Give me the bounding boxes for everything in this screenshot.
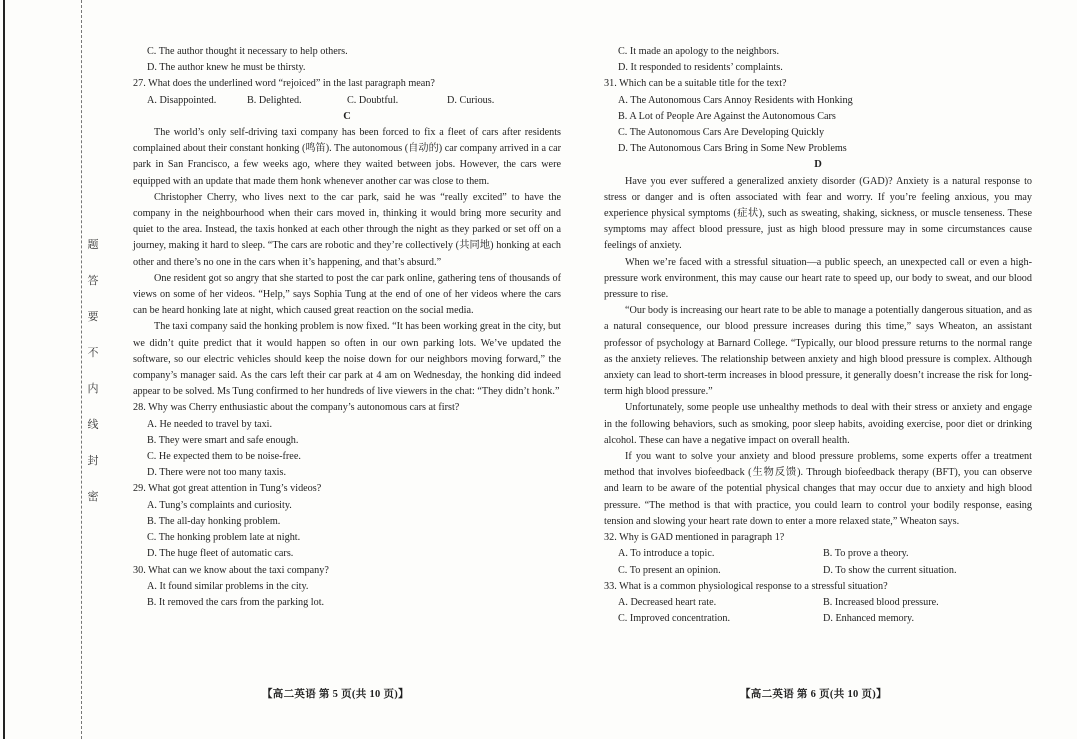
section-c-heading: C bbox=[343, 110, 351, 122]
question-31: 31. Which can be a suitable title for the text? bbox=[604, 78, 787, 90]
passage-d-paragraph: If you want to solve your anxiety and blood pressure problems, some experts offer a treatment method that involves biofeedback (生物反馈). Through biofeedback therapy (BFT), you can observe and learn to be aware of the potential physical changes that may occur due to anxiety and high blood pressure. “The method is that with practice, you could learn to control your bodily response, easing tension and slowing your heart rate down to enter a more relaxed state,” Wheaton says. bbox=[604, 451, 1032, 527]
option-a: A. Disappointed. bbox=[147, 94, 217, 106]
option-line: D. The Autonomous Cars Bring in Some New Problems bbox=[618, 143, 847, 155]
binding-margin bbox=[0, 0, 99, 739]
option-line: C. It made an apology to the neighbors. bbox=[618, 46, 779, 57]
option-line: D. The huge fleet of automatic cars. bbox=[147, 548, 294, 560]
option-line: C. The author thought it necessary to help others. bbox=[147, 46, 348, 57]
option-line: B. A Lot of People Are Against the Autonomous Cars bbox=[618, 110, 836, 122]
option-line: C. The Autonomous Cars Are Developing Quickly bbox=[618, 127, 825, 139]
warning-char: 封 bbox=[87, 455, 99, 467]
option-line: A. Tung’s complaints and curiosity. bbox=[147, 499, 292, 511]
option-line: C. The honking problem late at night. bbox=[147, 532, 301, 544]
passage-d-paragraph: “Our body is increasing our heart rate to be able to manage a potentially dangerous situation, and as a natural consequence, our blood pressure increases during this time,” says Wheaton, an assistant professor of psychology at Barnard College. “Typically, our blood pressure returns to the normal range as the anxiety relieves. The relationship between anxiety and high blood pressure is complex. Although anxiety can lead to short-term increases in blood pressure, it generally doesn’t increase the risk for long-term high blood pressure.” bbox=[604, 305, 1032, 398]
option-b: B. To prove a theory. bbox=[823, 548, 909, 560]
q27-options bbox=[133, 93, 561, 109]
option-a: A. Decreased heart rate. bbox=[618, 596, 717, 608]
option-line: D. The author knew he must be thirsty. bbox=[147, 62, 306, 74]
question-27: 27. What does the underlined word “rejoiced” in the last paragraph mean? bbox=[133, 78, 435, 90]
page-5-footer: 【高二英语 第 5 页(共 10 页)】 bbox=[262, 689, 409, 700]
option-line: A. The Autonomous Cars Annoy Residents with Honking bbox=[618, 94, 853, 106]
question-33: 33. What is a common physiological response to a stressful situation? bbox=[604, 580, 888, 592]
question-30: 30. What can we know about the taxi company? bbox=[133, 564, 329, 576]
option-line: B. It removed the cars from the parking lot. bbox=[147, 596, 325, 608]
option-b: B. Delighted. bbox=[247, 94, 302, 106]
option-d: D. To show the current situation. bbox=[823, 564, 957, 576]
page-edge-line bbox=[3, 0, 5, 739]
warning-char: 内 bbox=[87, 383, 99, 395]
option-line: D. There were not too many taxis. bbox=[147, 467, 287, 479]
option-line: B. They were smart and safe enough. bbox=[147, 434, 299, 446]
passage-d-paragraph: Unfortunately, some people use unhealthy methods to deal with their stress or anxiety and engage in the following behaviors, such as smoking, poor sleep habits, avoiding exercise, poor diet or drinking alcohol. These can have a negative impact on overall health. bbox=[604, 402, 1032, 446]
warning-char: 题 bbox=[87, 239, 99, 251]
question-32: 32. Why is GAD mentioned in paragraph 1? bbox=[604, 532, 785, 544]
option-d: D. Enhanced memory. bbox=[823, 613, 914, 625]
passage-c-paragraph: One resident got so angry that she started to post the car park online, gathering tens of thousands of views on some of her videos. “Help,” says Sophia Tung at the end of one of her videos where the cars can be heard honking late at night, which caused great reaction on the social media. bbox=[133, 272, 561, 317]
q32-options-row bbox=[604, 563, 1032, 579]
option-line: A. It found similar problems in the city. bbox=[147, 580, 309, 592]
option-c: C. To present an opinion. bbox=[618, 564, 721, 576]
option-a: A. To introduce a topic. bbox=[618, 548, 715, 560]
seal-line-warning bbox=[86, 240, 100, 528]
passage-d-paragraph: Have you ever suffered a generalized anxiety disorder (GAD)? Anxiety is a natural response to stress or danger and is often associated with fear and worry. If you’re feeling anxious, you may experience physical symptoms (症状), such as sweating, shaking, sickness, or muscle tenseness. These symptoms may affect blood pressure, just as high blood pressure may in some circumstances cause feelings of anxiety. bbox=[604, 175, 1032, 252]
question-29: 29. What got great attention in Tung’s videos? bbox=[133, 483, 322, 495]
passage-d-paragraph: When we’re faced with a stressful situation—a public speech, an unexpected call or even a high-pressure work environment, this may cause our heart rate to speed up, our body to sweat, and our blood pressure to rise. bbox=[604, 256, 1032, 301]
q33-options-row bbox=[604, 595, 1032, 611]
option-line: D. It responded to residents’ complaints. bbox=[618, 62, 783, 74]
warning-char: 密 bbox=[87, 491, 99, 503]
page-6-footer: 【高二英语 第 6 页(共 10 页)】 bbox=[740, 689, 887, 700]
passage-c-paragraph: The world’s only self-driving taxi company has been forced to fix a fleet of cars after residents complained about their constant honking (鸣笛). The autonomous (自动的) car company arrived in a car park in San Francisco, a few weeks ago, where they waited between jobs. However, the cars were equipped with an update that made them honk whenever another car was close to them. bbox=[133, 127, 561, 187]
warning-char: 线 bbox=[87, 419, 99, 431]
warning-char: 不 bbox=[87, 347, 99, 359]
passage-c-paragraph: The taxi company said the honking problem is now fixed. “It has been working great in the city, but we didn’t quite predict that it would happen so often in our own parking lots. We’ve updated the software, so our electric vehicles should keep the noise down for our neighbors moving forward,” the company’s manager said. As the cars left their car park at 4 am on Wednesday, the honking did indeed appear to be solved. Ms Tung confirmed to her hundreds of live viewers in the chat: “They didn’t honk.” bbox=[133, 321, 561, 398]
page-6-column bbox=[604, 44, 1032, 627]
question-28: 28. Why was Cherry enthusiastic about the company’s autonomous cars at first? bbox=[133, 402, 460, 414]
warning-char: 答 bbox=[87, 275, 99, 287]
q32-options-row bbox=[604, 546, 1032, 562]
option-c: C. Improved concentration. bbox=[618, 613, 731, 625]
section-d-heading: D bbox=[814, 159, 822, 171]
page-5-column bbox=[133, 44, 561, 611]
option-c: C. Doubtful. bbox=[347, 94, 399, 106]
option-b: B. Increased blood pressure. bbox=[823, 596, 939, 608]
option-d: D. Curious. bbox=[447, 94, 495, 106]
passage-c-paragraph: Christopher Cherry, who lives next to the car park, said he was “really excited” to have the company in the neighbourhood when their cars moved in, thinking it would bring more security and quiet to the area. Instead, the taxis honked at each other through the night as they parked or set off on a journey, making it hard to sleep. “The cars are robotic and they’re collectively (共同地) honking at each other and there’s no one in the cars when it’s happening, and that’s absurd.” bbox=[133, 191, 561, 268]
q33-options-row bbox=[604, 611, 1032, 627]
seal-dashed-line bbox=[81, 0, 82, 739]
option-line: C. He expected them to be noise-free. bbox=[147, 451, 301, 463]
option-line: B. The all-day honking problem. bbox=[147, 515, 281, 527]
option-line: A. He needed to travel by taxi. bbox=[147, 418, 273, 430]
warning-char: 要 bbox=[87, 311, 99, 323]
